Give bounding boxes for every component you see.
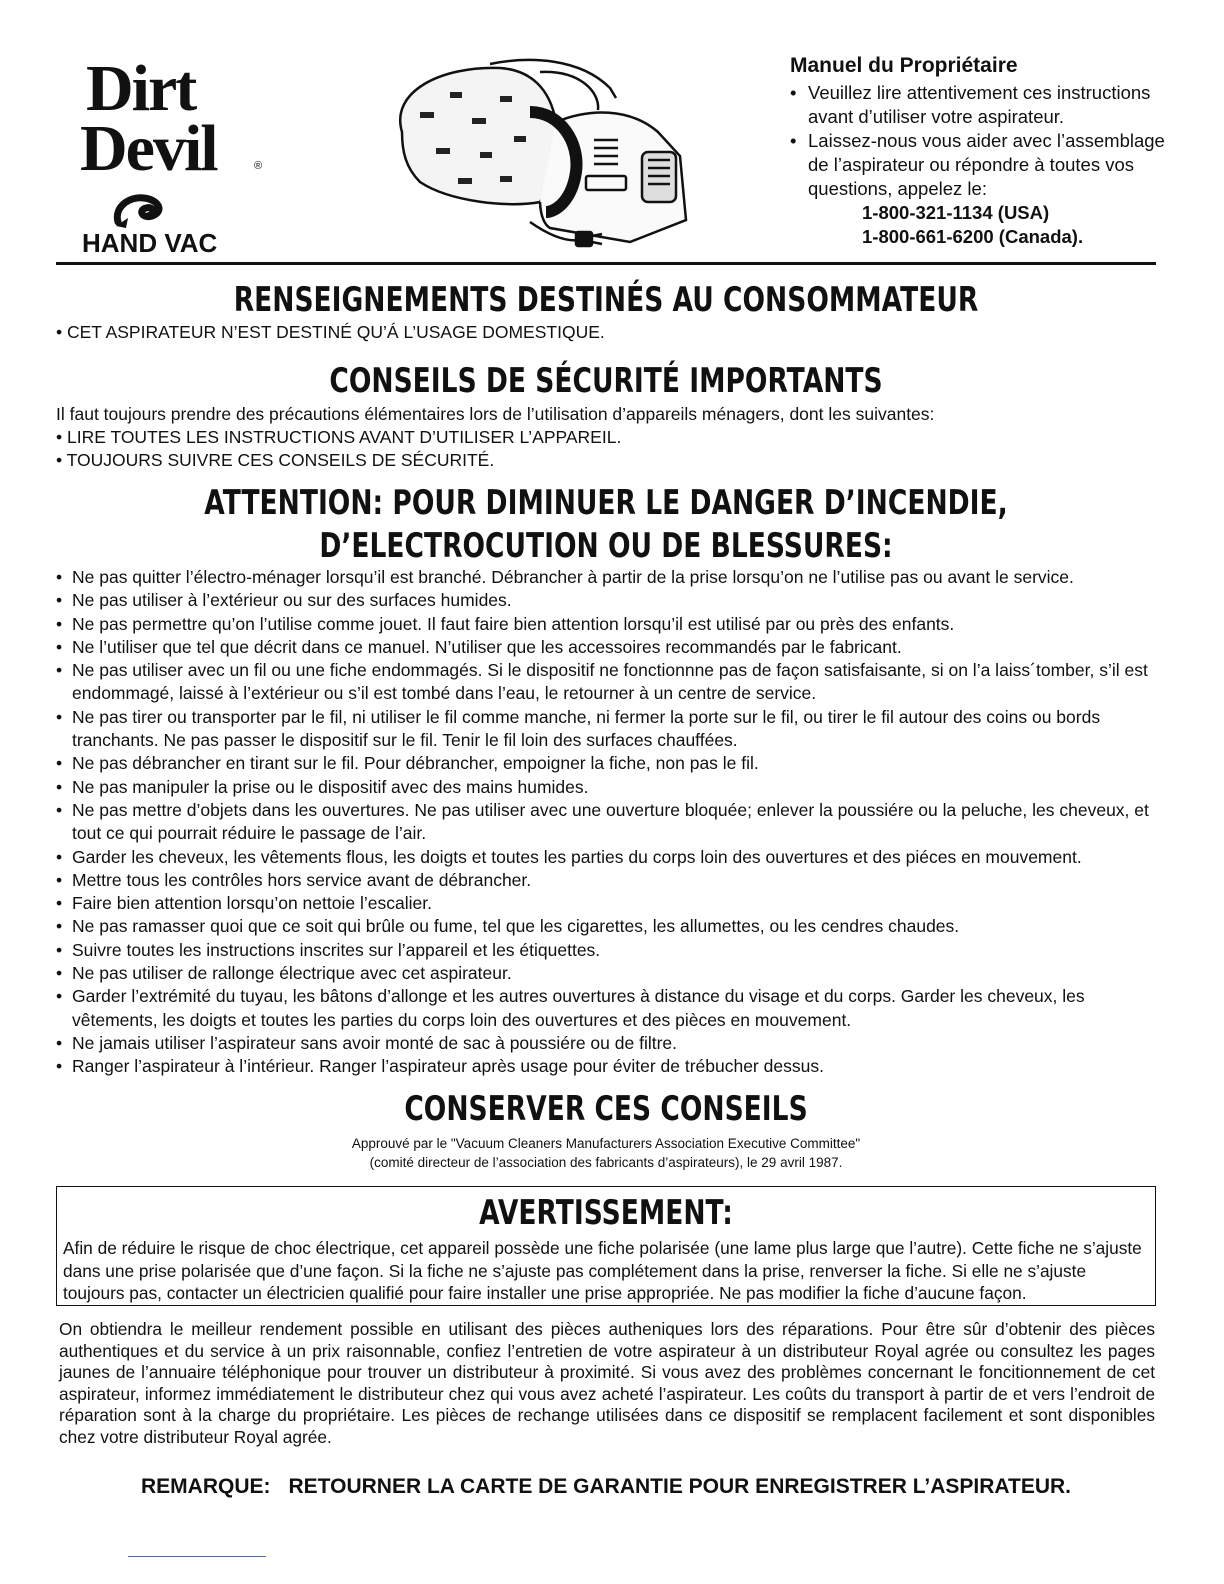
list-item: • Faire bien attention lorsqu’on nettoie l’escalier. [56,892,1156,915]
list-item: • Ne pas manipuler la prise ou le dispositif avec des mains humides. [56,776,1156,799]
brand-word-dirt: Dirt [86,52,196,125]
remarque-line [56,1474,1156,1500]
list-item: • Ne pas utiliser de rallonge électrique avec cet aspirateur. [56,962,1156,985]
safety-line-1: • LIRE TOUTES LES INSTRUCTIONS AVANT D’UTILISER L’APPAREIL. [56,427,622,447]
brand-logo [80,52,280,256]
list-item: • Ne pas tirer ou transporter par le fil, ni utiliser le fil comme manche, ni fermer la porte sur le fil, ou tirer le fil autour des coins ou bords tranchants. Ne pas passer le dispositif sur le fil. Tenir le fil loin des surfaces chauffées. [56,706,1156,753]
approval-line-1: Approuvé par le "Vacuum Cleaners Manufacturers Association Executive Committee" [351,1136,861,1151]
list-item: • Ne pas utiliser à l’extérieur ou sur des surfaces humides. [56,589,1156,612]
consumer-note: • CET ASPIRATEUR N’EST DESTINÉ QU’Á L’USAGE DOMESTIQUE. [56,322,605,342]
product-name: HAND VAC [82,228,218,258]
list-item: • Ne l’utiliser que tel que décrit dans ce manuel. N’utiliser que les accessoires recommandés par le fabricant. [56,636,1156,659]
header-divider [56,262,1156,265]
remarque-text: RETOURNER LA CARTE DE GARANTIE POUR ENREGISTRER L’ASPIRATEUR. [288,1475,1071,1498]
attention-heading-line-2: D’ELECTROCUTION OU DE BLESSURES: [319,526,893,566]
list-item: • Ne jamais utiliser l’aspirateur sans avoir monté de sac à poussiére ou de filtre. [56,1032,1156,1055]
safety-line-2: • TOUJOURS SUIVRE CES CONSEILS DE SÉCURITÉ. [56,450,495,470]
warning-box [56,1186,1156,1306]
swirl-logo-icon [110,182,180,232]
approval-line-2: (comité directeur de l’association des fabricants d’aspirateurs), le 29 avril 1987. [369,1155,843,1170]
footer-divider [128,1556,266,1557]
warning-heading: AVERTISSEMENT: [479,1193,733,1233]
list-item: • Ranger l’aspirateur à l’intérieur. Ranger l’aspirateur après usage pour éviter de trébucher dessus. [56,1055,1156,1078]
hand-vac-illustration [380,52,710,257]
list-item: • Suivre toutes les instructions inscrites sur l’appareil et les étiquettes. [56,939,1156,962]
list-item: • Ne pas utiliser avec un fil ou une fiche endommagés. Si le dispositif ne fonctionnne pas de façon satisfaisante, si on l’a laiss´tomber, s’il est endommagé, laissé à l’extérieur ou s’il est tombé dans l’eau, le retourner à un centre de service. [56,659,1156,706]
phone-usa: 1-800-321-1134 (USA) [862,202,1050,223]
conserve-heading: CONSERVER CES CONSEILS [404,1089,808,1129]
list-item: • Garder l’extrémité du tuyau, les bâtons d’allonge et les autres ouvertures à distance du visage et du corps. Garder les cheveux, les vêtements, les doigts et toutes les parties du corps loin des ouvertures et des pièces en mouvement. [56,985,1156,1032]
phone-canada: 1-800-661-6200 (Canada). [862,226,1084,247]
attention-heading-line-1: ATTENTION: POUR DIMINUER LE DANGER D’INCENDIE, [204,483,1008,523]
safety-heading: CONSEILS DE SÉCURITÉ IMPORTANTS [329,361,883,401]
service-paragraph: On obtiendra le meilleur rendement possible en utilisant des pièces autheniques lors des réparations. Pour être sûr d’obtenir des pièces authentiques et du service à un prix raisonnable, confiez l’entretien de votre aspirateur à un distributeur Royal agrée ou consultez les pages jaunes de l’annuaire téléphonique pour trouver un distributeur à proximité. Si vous avez des problèmes concernant le foncitionnement de cet aspirateur, informez immédiatement le distributeur chez qui vous avez acheté l’aspirateur. Les coûts du transport à partir de et vers l’endroit de réparation sont à la charge du propriétaire. Les pièces de rechange utilisées dans ce dispositif se remplacent facilement et sont disponibles chez votre distributeur Royal agrée. [59,1319,1155,1447]
list-item: • Ne pas permettre qu’on l’utilise comme jouet. Il faut faire bien attention lorsqu’il est utilisé par ou près des enfants. [56,613,1156,636]
safety-intro: Il faut toujours prendre des précautions élémentaires lors de l’utilisation d’appareils ménagers, dont les suivantes: [56,404,935,424]
warning-text: Afin de réduire le risque de choc électrique, cet appareil possède une fiche polarisée (une lame plus large que l’autre). Cette fiche ne s’ajuste dans une prise polarisée que d’une façon. Si la fiche ne s’ajuste pas complétement dans la prise, renverser la fiche. Si elle ne s’ajuste toujours pas, contacter un électricien qualifié pour faire installer une prise appropriée. Ne pas modifier la fiche d’aucune façon. [63,1238,1142,1303]
owner-manual-title: Manuel du Propriétaire [790,54,1018,77]
list-item: • Ne pas mettre d’objets dans les ouvertures. Ne pas utiliser avec une ouverture bloquée; enlever la poussiére ou la peluche, les cheveux, et tout ce qui pourrait réduire le passage de l’air. [56,799,1156,846]
owner-bullet-list [790,81,1170,201]
list-item: • Ne pas quitter l’électro-ménager lorsqu’il est branché. Débrancher à partir de la prise lorsqu’on ne l’utilise pas ou avant le service. [56,566,1156,589]
list-item: • Garder les cheveux, les vêtements flous, les doigts et toutes les parties du corps loin des ouvertures et des piéces en mouvement. [56,846,1156,869]
remarque-label: REMARQUE: [141,1475,271,1498]
safety-bullet-list [56,566,1156,1079]
list-item: • Ne pas ramasser quoi que ce soit qui brûle ou fume, tel que les cigarettes, les allumettes, ou les cendres chaudes. [56,915,1156,938]
list-item: • Ne pas débrancher en tirant sur le fil. Pour débrancher, empoigner la fiche, non pas le fil. [56,752,1156,775]
owner-bullet: • Laissez-nous vous aider avec l’assemblage de l’aspirateur ou répondre à toutes vos questions, appelez le: [790,129,1170,201]
list-item: • Mettre tous les contrôles hors service avant de débrancher. [56,869,1156,892]
owner-info [790,53,1170,249]
brand-word-devil: Devil [80,112,217,185]
owner-bullet: • Veuillez lire attentivement ces instructions avant d’utiliser votre aspirateur. [790,81,1170,129]
consumer-heading: RENSEIGNEMENTS DESTINÉS AU CONSOMMATEUR [233,280,979,320]
registered-mark: ® [254,160,263,172]
